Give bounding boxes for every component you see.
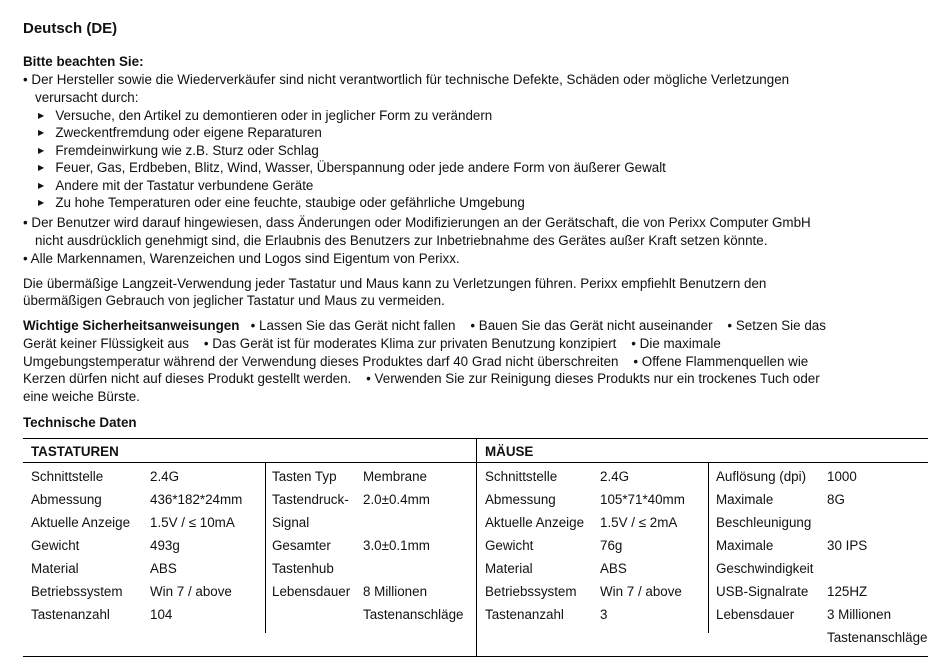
spec-values: [150, 465, 242, 626]
safety-line-1: Wichtige Sicherheitsanweisungen • Lassen Sie das Gerät nicht fallen • Bauen Sie das Gerät nicht auseinander • Setzen Sie das: [23, 318, 826, 333]
spec-value: 2.4G: [150, 469, 180, 484]
notice-bullet-2: • Der Benutzer wird darauf hingewiesen, dass Änderungen oder Modifizierungen an der Gerätschaft, die von Perixx Computer GmbH: [23, 215, 811, 230]
notice-bullet-2-cont: nicht ausdrücklich genehmigt sind, die Erlaubnis des Benutzers zur Inbetriebnahme des Gerätes außer Kraft setzen könnte.: [35, 233, 768, 248]
safety-title: Wichtige Sicherheitsanweisungen: [23, 318, 240, 333]
sub-item: ▶ Versuche, den Artikel zu demontieren oder in jeglicher Form zu verändern: [38, 108, 493, 123]
language-heading: Deutsch (DE): [23, 20, 118, 37]
keyboard-header: TASTATUREN: [31, 444, 119, 459]
spec-value: 1.5V / ≤ 2mA: [600, 515, 678, 530]
spec-values: [827, 465, 928, 649]
spec-value: 2.0±0.4mm: [363, 492, 430, 507]
sub-item: ▶ Zu hohe Temperaturen oder eine feuchte, staubige oder gefährliche Umgebung: [38, 195, 525, 210]
triangle-bullet-icon: ▶: [38, 146, 45, 155]
spec-value: [363, 511, 464, 534]
spec-value: ABS: [600, 561, 627, 576]
safety-line-3: Umgebungstemperatur während der Verwendung dieses Produktes darf 40 Grad nicht überschreiten • Offene Flammenquellen wie: [23, 354, 809, 369]
spec-label: Material: [485, 561, 533, 576]
spec-value: 8 Millionen: [363, 584, 428, 599]
spec-label: Gewicht: [31, 538, 80, 553]
spec-value: Tastenanschläge: [363, 607, 464, 622]
spec-labels: [31, 465, 130, 626]
spec-value: [827, 557, 928, 580]
triangle-bullet-icon: ▶: [38, 181, 45, 190]
mouse-header: MÄUSE: [485, 444, 534, 459]
spec-value: [363, 557, 464, 580]
spec-value: 3.0±0.1mm: [363, 538, 430, 553]
spec-label: Maximale: [716, 492, 774, 507]
spec-label: Tastenanzahl: [31, 607, 110, 622]
spec-value: 104: [150, 607, 173, 622]
notice-title: Bitte beachten Sie:: [23, 54, 144, 69]
spec-label: Maximale: [716, 538, 774, 553]
spec-label: Lebensdauer: [716, 607, 795, 622]
spec-label: [716, 626, 814, 649]
sub-item: ▶ Andere mit der Tastatur verbundene Geräte: [38, 178, 314, 193]
spec-value: 436*182*24mm: [150, 492, 243, 507]
notice-bullet-3: • Alle Markennamen, Warenzeichen und Logos sind Eigentum von Perixx.: [23, 251, 460, 266]
spec-label: Geschwindigkeit: [716, 561, 814, 576]
table-bottom-rule: [23, 656, 928, 657]
spec-value: 30 IPS: [827, 538, 868, 553]
triangle-bullet-icon: ▶: [38, 198, 45, 207]
notice-bullet-1-cont: verursacht durch:: [35, 90, 139, 105]
safety-line-2: Gerät keiner Flüssigkeit aus • Das Gerät ist für moderates Klima zur privaten Benutzung konzipiert • Die maximale: [23, 336, 721, 351]
spec-label: Aktuelle Anzeige: [31, 515, 131, 530]
table-divider: [476, 438, 477, 656]
spec-value: Win 7 / above: [600, 584, 682, 599]
spec-value: Membrane: [363, 469, 428, 484]
mouse-col-divider: [708, 462, 709, 633]
triangle-bullet-icon: ▶: [38, 163, 45, 172]
warning-line-2: übermäßigen Gebrauch von jeglicher Tastatur und Maus zu vermeiden.: [23, 293, 445, 308]
spec-label: Material: [31, 561, 79, 576]
spec-label: USB-Signalrate: [716, 584, 809, 599]
spec-label: Auflösung (dpi): [716, 469, 807, 484]
sub-item: ▶ Zweckentfremdung oder eigene Reparaturen: [38, 125, 322, 140]
spec-label: [272, 603, 350, 626]
spec-value: [827, 511, 928, 534]
spec-labels: [485, 465, 584, 626]
spec-values: [600, 465, 685, 626]
spec-value: ABS: [150, 561, 177, 576]
safety-line-5: eine weiche Bürste.: [23, 389, 140, 404]
spec-value: 3: [600, 607, 608, 622]
spec-value: 105*71*40mm: [600, 492, 685, 507]
spec-label: Tastenanzahl: [485, 607, 564, 622]
spec-value: 2.4G: [600, 469, 630, 484]
spec-label: Signal: [272, 515, 310, 530]
spec-label: Betriebssystem: [485, 584, 577, 599]
spec-label: Abmessung: [31, 492, 102, 507]
spec-label: Gesamter: [272, 538, 331, 553]
spec-label: Gewicht: [485, 538, 534, 553]
spec-label: Lebensdauer: [272, 584, 351, 599]
spec-label: Aktuelle Anzeige: [485, 515, 585, 530]
sub-item: ▶ Fremdeinwirkung wie z.B. Sturz oder Schlag: [38, 143, 319, 158]
spec-label: Tasten Typ: [272, 469, 337, 484]
spec-label: Tastenhub: [272, 561, 334, 576]
keyboard-col-divider: [265, 462, 266, 633]
spec-value: 493g: [150, 538, 180, 553]
notice-bullet-1: • Der Hersteller sowie die Wiederverkäufer sind nicht verantwortlich für technische Defekte, Schäden oder mögliche Verletzungen: [23, 72, 790, 87]
spec-label: Schnittstelle: [485, 469, 558, 484]
spec-labels: [272, 465, 350, 626]
spec-label: Tastendruck-: [272, 492, 349, 507]
spec-values: [363, 465, 464, 626]
spec-value: 125HZ: [827, 584, 868, 599]
triangle-bullet-icon: ▶: [38, 128, 45, 137]
spec-value: 1.5V / ≤ 10mA: [150, 515, 235, 530]
spec-value: 3 Millionen: [827, 607, 892, 622]
safety-line-4: Kerzen dürfen nicht auf dieses Produkt gestellt werden. • Verwenden Sie zur Reinigung dieses Produkts nur ein trockenes Tuch oder: [23, 371, 820, 386]
spec-value: 76g: [600, 538, 623, 553]
spec-label: Betriebssystem: [31, 584, 123, 599]
spec-value: Win 7 / above: [150, 584, 232, 599]
spec-value: 1000: [827, 469, 857, 484]
spec-label: Beschleunigung: [716, 515, 812, 530]
specs-title: Technische Daten: [23, 415, 137, 430]
spec-labels: [716, 465, 814, 649]
spec-label: Abmessung: [485, 492, 556, 507]
sub-item: ▶ Feuer, Gas, Erdbeben, Blitz, Wind, Wasser, Überspannung oder jede andere Form von äußerer Gewalt: [38, 160, 666, 175]
spec-value: 8G: [827, 492, 845, 507]
triangle-bullet-icon: ▶: [38, 111, 45, 120]
spec-label: Schnittstelle: [31, 469, 104, 484]
spec-value: Tastenanschläge: [827, 630, 928, 645]
warning-line-1: Die übermäßige Langzeit-Verwendung jeder Tastatur und Maus kann zu Verletzungen führen. Perixx empfiehlt Benutzern den: [23, 276, 767, 291]
